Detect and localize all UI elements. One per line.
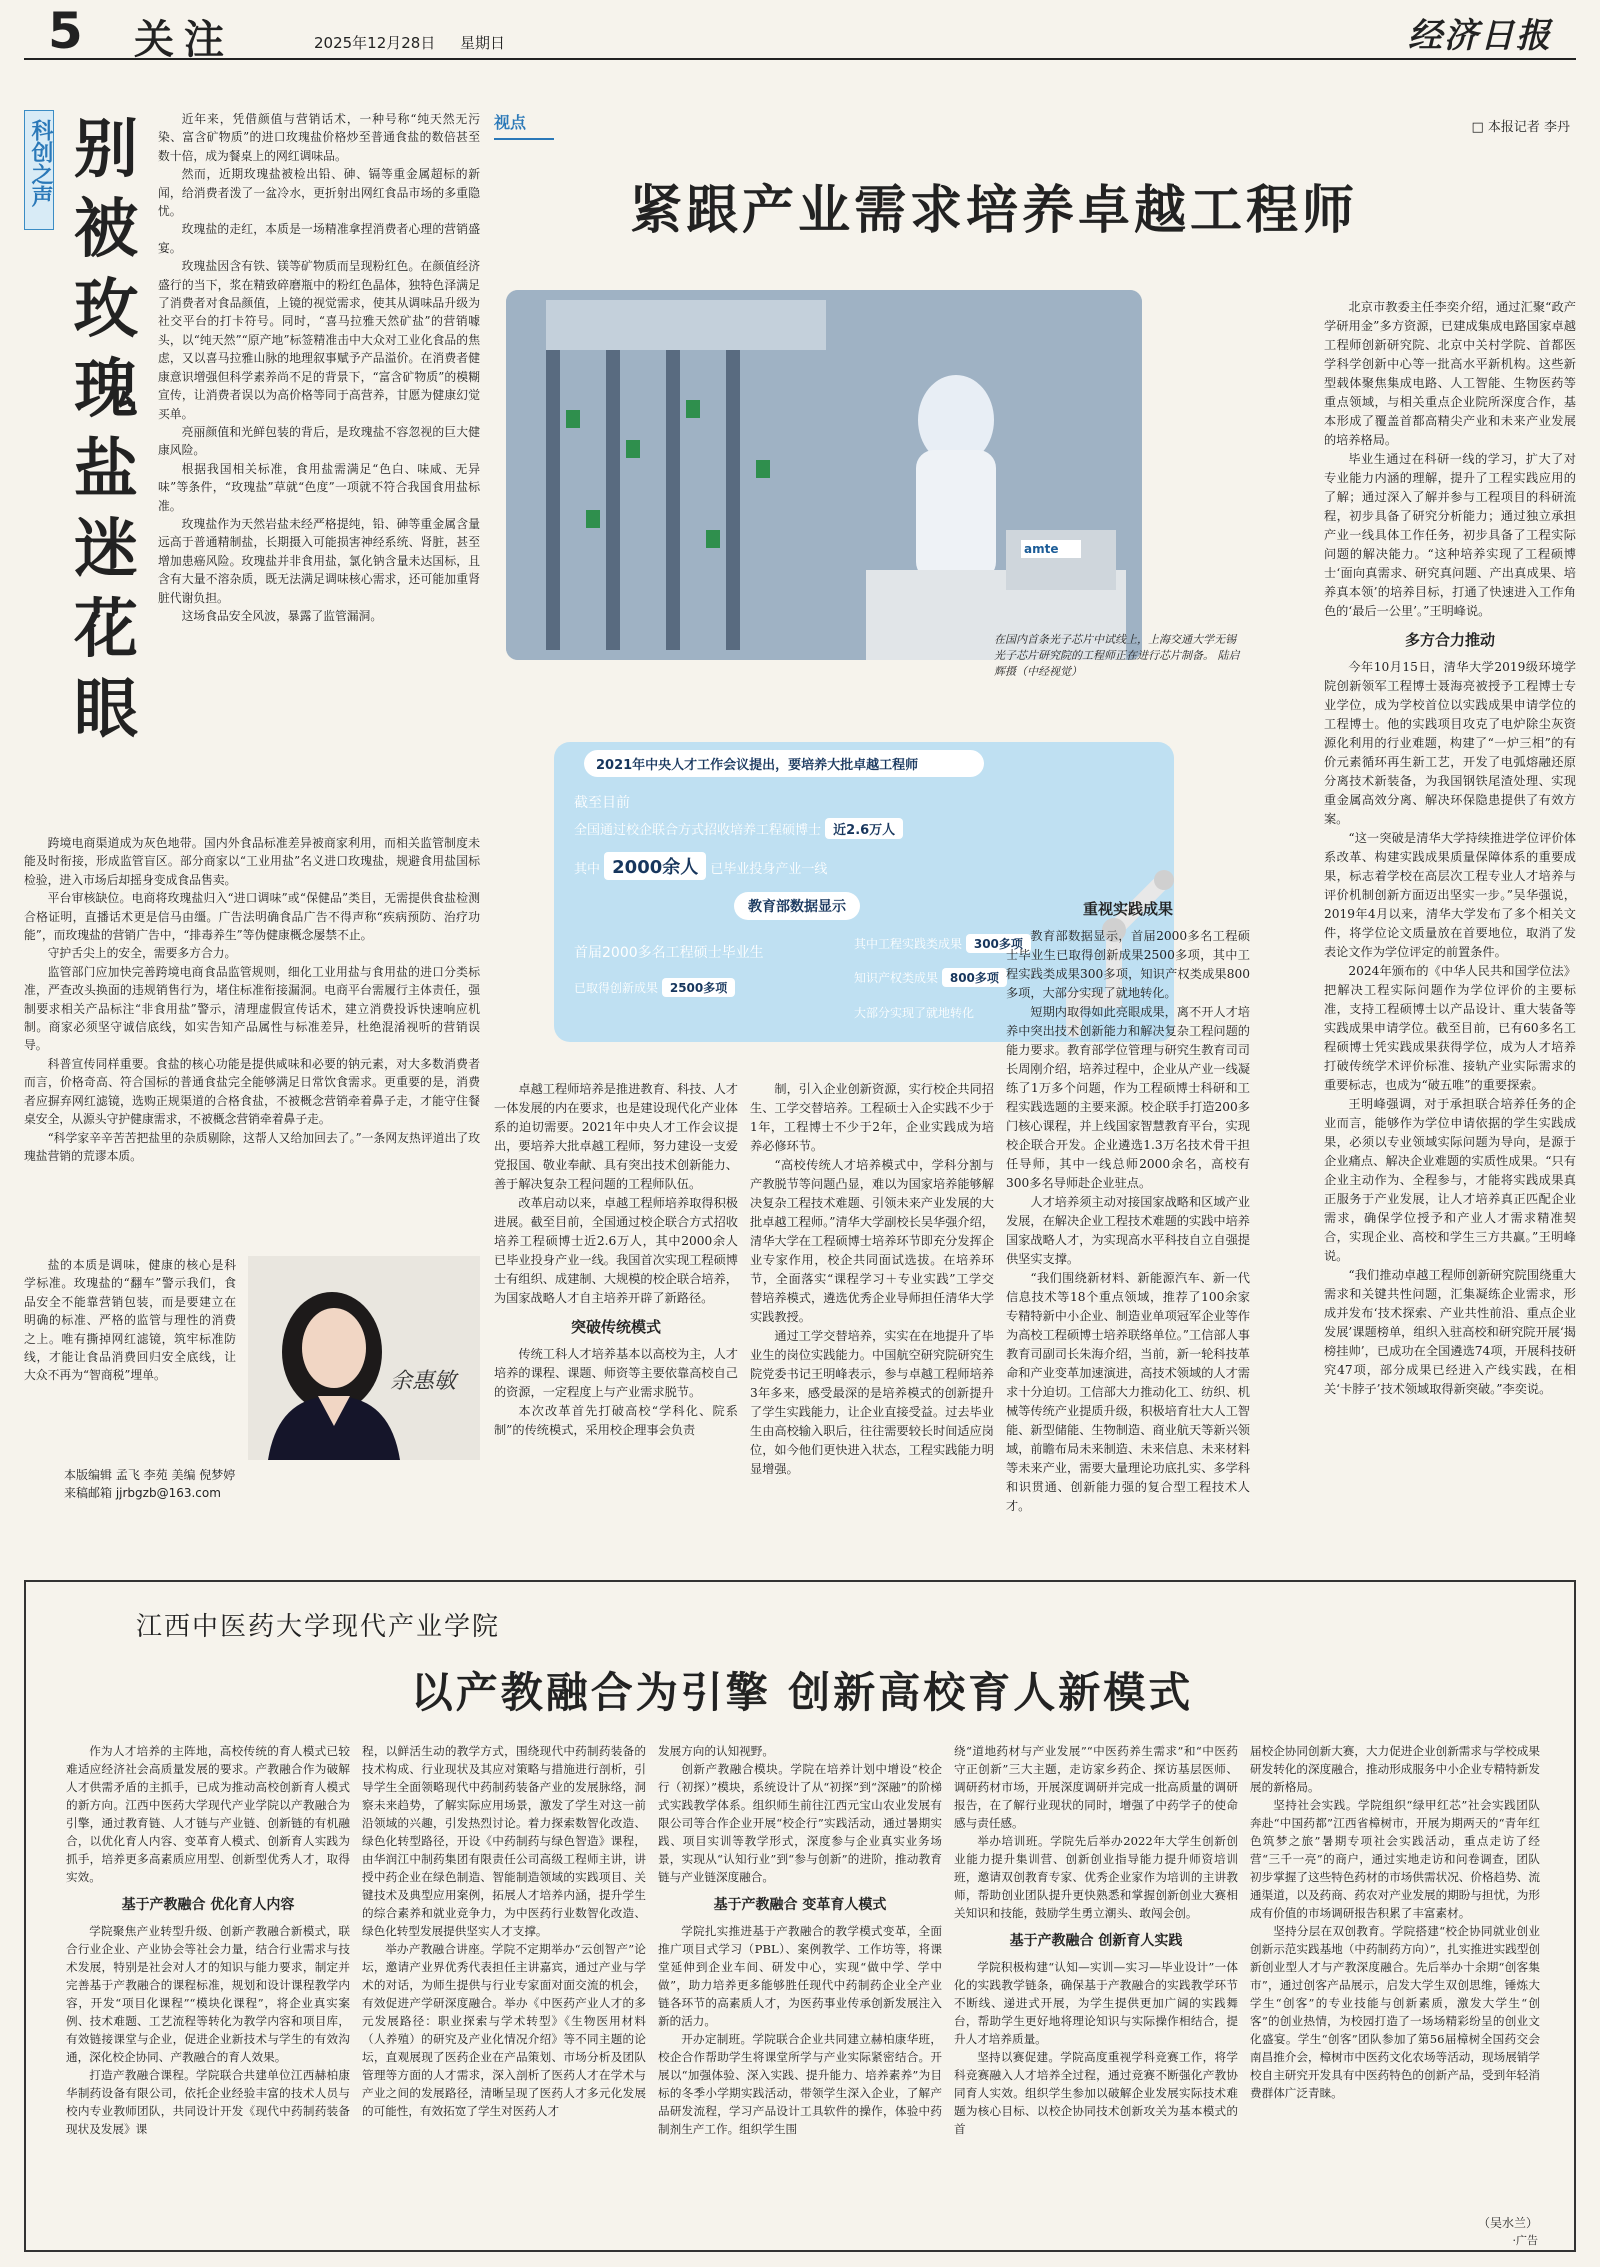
paragraph: 根据我国相关标准，食用盐需满足“色白、味咸、无异味”等条件，“玫瑰盐”草就“色度”一项就不符合我国食用盐标准。 <box>158 461 480 513</box>
paragraph: 卓越工程师培养是推进教育、科技、人才一体发展的内在要求，也是建设现代化产业体系的迫切需要。2021年中央人才工作会议提出，要培养大批卓越工程师，努力建设一支爱党报国、敬业奉献、具有突出技术创新能力、善于解决复杂工程问题的工程师队伍。 <box>494 1082 738 1191</box>
main-col-1 <box>494 1080 738 1570</box>
info-line2-value: 2000余人 <box>604 852 706 880</box>
headline-char: 玫 <box>74 272 138 347</box>
byline: □ 本报记者 李丹 <box>1471 120 1570 135</box>
subhead-joint-effort: 多方合力推动 <box>1404 631 1495 649</box>
paragraph: “这一突破是清华大学持续推进学位评价体系改革、构建实践成果质量保障体系的重要成果，标志着学校在高层次工程专业人才培养与评价机制创新方面迈出坚实一步。”吴华强说，2019年4月以来，清华大学发布了多个相关文件，将学位论文质量放在首要地位，取消了发表论文作为学位评定的前置条件。 <box>1324 831 1576 959</box>
info-s2-c <box>574 978 735 997</box>
infographic-title: 2021年中央人才工作会议提出，要培养大批卓越工程师 <box>584 750 984 777</box>
info-s2-b-label: 其中工程实践类成果 <box>854 937 963 951</box>
paragraph: 短期内取得如此亮眼成果，离不开人才培养中突出技术创新能力和解决复杂工程问题的能力要求。教育部学位管理与研究生教育司司长周刚介绍，培养过程中，企业从产业一线凝练了1万多个问题，作为工程硕博士科研和工程实践选题的主要来源。校企联手打造200多门核心课程，并上线国家智慧教育平台，实现校企联合开发。企业遴选1.3万名技术骨干担任导师，其中一线总师2000余名，高校有300多名导师赴企业驻点。 <box>1006 1005 1250 1190</box>
info-s2-a: 首届2000多名工程硕士毕业生 <box>574 945 764 961</box>
paragraph: 创新产教融合模块。学院在培养计划中增设“校企行（初探）”模块，系统设计了从“初探”到“深融”的阶梯式实践教学体系。组织师生前往江西元宝山农业发展有限公司等合作企业开展“校企行”实践活动，通过暑期实践、项目实训等教学形式，深度参与企业真实业务场景，实现从“认知行业”到“参与创新”的进阶，推动教育链与产业链深度融合。 <box>658 1762 942 1884</box>
paragraph: 打造产教融合课程。学院联合共建单位江西赫柏康华制药设备有限公司，依托企业经验丰富的技术人员与校内专业教师团队，共同设计开发《现代中药制药装备现状及发展》课 <box>66 2068 350 2136</box>
subhead-breakthrough: 突破传统模式 <box>570 1318 661 1336</box>
paragraph: 学院积极构建“认知—实训—实习—毕业设计”一体化的实践教学链条，确保基于产教融合的实践教学环节不断线、递进式开展，为学生提供更加广阔的实践舞台，帮助学生更好地将理论知识与实际操作相结合，提升人才培养质量。 <box>954 1960 1238 2046</box>
ad-mark: ·广告 <box>1512 2234 1538 2247</box>
section-name: 关注 <box>134 16 234 63</box>
ad-headline: 以产教融合为引擎 创新高校育人新模式 <box>410 1668 1194 1717</box>
column-tag-text: 科创之声 <box>28 119 54 207</box>
left-body-top <box>158 110 480 830</box>
paragraph: 守护舌尖上的安全，需要多方合力。 <box>47 946 237 961</box>
headline-char: 盐 <box>74 432 138 507</box>
left-article <box>24 110 480 1500</box>
paragraph: “高校传统人才培养模式中，学科分割与产教脱节等问题凸显，难以为国家培养能够解决复杂工程技术难题、引领未来产业发展的大批卓越工程师。”清华大学副校长吴华强介绍，清华大学在工程硕博士培养环节即充分发挥企业专家作用，校企共同面试选拔。在培养环节，全面落实“课程学习＋专业实践”工学交替培养模式，遴选优秀企业导师担任清华大学实践教授。 <box>750 1158 994 1324</box>
info-line2-prefix: 其中 <box>574 862 601 877</box>
info-line1-label: 全国通过校企联合方式招收培养工程硕博士 <box>574 823 822 838</box>
paragraph: 平台审核缺位。电商将玫瑰盐归入“进口调味”或“保健品”类目，无需提供食盐检测合格证明，直播话术更是信马由缰。广告法明确食品广告不得声称“疾病预防、治疗功能”，而玫瑰盐的营销广告中，“排毒养生”等伪健康概念屡禁不止。 <box>24 891 480 943</box>
left-body-closing <box>24 1256 236 1456</box>
main-col-2 <box>750 1080 994 1570</box>
paragraph: 监管部门应加快完善跨境电商食品监管规则，细化工业用盐与食用盐的进口分类标准，严查改头换面的违规销售行为，堵住标准衔接漏洞。电商平台需履行主体责任，强制要求相关产品标注“非食用盐”警示，清理虚假宣传话术，建立消费投诉快速响应机制。商家必须坚守诚信底线，如实告知产品属性与标准差异，杜绝混淆视听的营销误导。 <box>24 964 480 1053</box>
editors-credit: 本版编辑 孟飞 李苑 美编 倪梦婷 <box>64 1468 236 1482</box>
author-portrait-illustration <box>248 1256 480 1460</box>
author-photo <box>248 1256 480 1460</box>
paragraph: 坚持社会实践。学院组织“绿甲红芯”社会实践团队奔赴“中国药都”江西省樟树市，开展为期两天的“青年红色筑梦之旅”暑期专项社会实践活动，重点走访了经营“三千一亮”的商户，通过实地走访和问卷调查，团队初步掌握了这些特色药材的市场供需状况、价格趋势、流通渠道，以及药商、药农对产业发展的期盼与担忧，为形成有价值的市场调研报告积累了丰富素材。 <box>1250 1798 1540 1920</box>
paragraph: 学院聚焦产业转型升级、创新产教融合新模式，联合行业企业、产业协会等社会力量，结合行业需求与技术发展，特别是社会对人才的知识与能力要求，制定并完善基于产教融合的课程标准，规划和设计课程教学内容，开发“项目化课程”“模块化课程”，将企业真实案例、技术难题、工艺流程等转化为教学内容和项目库，有效链接课堂与企业，促进企业新技术与学生的有效沟通，深化校企协同、产教融合的育人效果。 <box>66 1924 350 2064</box>
paragraph: 玫瑰盐因含有铁、镁等矿物质而呈现粉红色。在颜值经济盛行的当下，浆在精致碎磨瓶中的粉红色晶体，独特色泽满足了消费者对食品颜值，上镜的视觉需求，使其从调味品升级为社交平台的打卡符号。同时，“喜马拉雅天然矿盐”的营销噱头，以“纯天然”“原产地”标签精准击中大众对工业化食品的焦虑，又以喜马拉雅山脉的地理叙事赋予产品溢价。在消费者健康意识增强但科学素养尚不足的背景下，“富含矿物质”的模糊宣传，让消费者误以为高价格等同于高营养，甘愿为健康幻觉买单。 <box>158 259 480 421</box>
paragraph: 坚持分层在双创教育。学院搭建“校企协同就业创业创新示范实践基地（中药制药方向）”，扎实推进实践型创新创业型人才与产教深度融合。先后举办十余期“创客集市”，通过创客产品展示，启发大学生双创思维，锤炼大学生“创客”的专业技能与创新素质，激发大学生“创客”的创业热情，为校园打造了一场场精彩纷呈的创业文化盛宴。学生“创客”团队参加了第56届樟树全国药交会南昌推介会，樟树市中医药文化农场等活动，现场展销学校自主研究开发具有中医药特色的创新产品，受到年轻消费群体广泛青睐。 <box>1250 1924 1540 2100</box>
paragraph: 届校企协同创新大赛，大力促进企业创新需求与学校成果研发转化的深度融合，推动形成服务中小企业专精特新发展的新格局。 <box>1250 1744 1540 1794</box>
paragraph: 玫瑰盐作为天然岩盐未经严格提纯，铅、砷等重金属含量远高于普通精制盐，长期摄入可能损害神经系统、肾脏，甚至增加患癌风险。玫瑰盐并非食用盐，氯化钠含量未达国标，且含有大量不溶杂质，既无法满足调味核心需求，还可能加重肾脏代谢负担。 <box>158 516 480 605</box>
main-article <box>494 110 1576 1570</box>
paragraph: “我们推动卓越工程师创新研究院围绕重大需求和关键共性问题，汇集凝练企业需求，形成并发布‘技术探索、产业共性前沿、重点企业发展’课题榜单，组织入驻高校和研究院开展‘揭榜挂帅’，已成功在全国遴选74项，开展科技研究47项，部分成果已经进入产线实践，在相关‘卡脖子’技术领域取得新突破。”李奕说。 <box>1324 1268 1576 1396</box>
page-number: 5 <box>48 2 83 60</box>
lab-photo <box>506 290 1142 660</box>
paragraph: 北京市教委主任李奕介绍，通过汇聚“政产学研用金”多方资源，已建成集成电路国家卓越工程师创新研究院、北京中关村学院、首都医学科学创新中心等一批高水平新机构。这些新型载体聚焦集成电路、人工智能、生物医药等重点领域，与相关重点企业院所深度合作，基本形成了覆盖首都高精尖产业和未来产业发展的培养格局。 <box>1324 300 1576 447</box>
issue-date: 2025年12月28日 <box>314 34 436 52</box>
paragraph: 作为人才培养的主阵地，高校传统的育人模式已较难适应经济社会高质量发展的要求。产教融合作为破解人才供需矛盾的主抓手，已成为推动高校创新育人模式的新方向。江西中医药大学现代产业学院以产教融合为引擎，通过教育链、人才链与产业链、创新链的有机融合，以优化育人内容、变革育人模式、创新育人实践为抓手，培养更多高素质应用型、创新型优秀人才，取得实效。 <box>66 1744 350 1884</box>
paragraph: 人才培养须主动对接国家战略和区域产业发展，在解决企业工程技术难题的实践中培养国家战略人才，为实现高水平科技自立自强提供坚实支撑。 <box>1006 1195 1250 1266</box>
paragraph: 今年10月15日，清华大学2019级环境学院创新领军工程博士聂海亮被授予工程博士专业学位，成为学校首位以实践成果申请学位的工程博士。他的实践项目攻克了电炉除尘灰资源化利用的行业难题，构建了“一炉三相”的有价元素循环再生新工艺，开发了电弧熔融还原分离技术新装备，为我国钢铁尾渣处理、实现重金属高效分离、解决环保隐患提供了有效方案。 <box>1324 660 1576 826</box>
paragraph: 绕“道地药材与产业发展”“中医药养生需求”和“中医药守正创新”三大主题，走访家乡药企、探访基层医师、调研药材市场，开展深度调研并完成一批高质量的调研报告，在了解行业现状的同时，增强了中药学子的使命感与责任感。 <box>954 1744 1238 1830</box>
ad-col-4 <box>954 1742 1238 2242</box>
headline-char: 别 <box>74 112 138 187</box>
paragraph: 发展方向的认知视野。 <box>658 1744 774 1758</box>
paragraph: 毕业生通过在科研一线的学习，扩大了对专业能力内涵的理解，提升了工程实践应用的了解；通过深入了解并参与工程项目的科研流程，初步具备了研究分析能力；通过独立承担产业一线具体工作任务，初步具备了工程实际问题的解决能力。“这种培养实现了工程硕博士‘面向真需求、研究真问题、产出真成果、培养真本领’的培养目标，打通了快速进入工作角色的‘最后一公里’。”王明峰说。 <box>1324 452 1576 618</box>
page-header <box>24 2 1576 63</box>
submission-email: 来稿邮箱 jjrbgzb@163.com <box>64 1486 221 1500</box>
info-line2 <box>574 852 827 880</box>
paragraph: 学院扎实推进基于产教融合的教学模式变革，全面推广项目式学习（PBL）、案例教学、工作坊等，将课堂延伸到企业车间、研发中心，实现“做中学、学中做”，助力培养更多能够胜任现代中药制药企业全产业链各环节的高素质人才，为医药事业传承创新发展注入新的活力。 <box>658 1924 942 2028</box>
cleanroom-illustration <box>506 290 1142 660</box>
info-s2-d-value: 800多项 <box>942 968 1007 987</box>
paragraph: 制，引入企业创新资源，实行校企共同招生、工学交替培养。工程硕士入企实践不少于1年，工程博士不少于2年，企业实践成为培养必修环节。 <box>750 1082 994 1153</box>
ad-col-1 <box>66 1742 350 2242</box>
paragraph: 这场食品安全风波，暴露了监管漏洞。 <box>181 608 383 623</box>
paragraph: 2024年颁布的《中华人民共和国学位法》把解决工程实际问题作为学位评价的主要标准，支持工程硕博士以产品设计、重大装备等实践成果申请学位。截至目前，已有60多名工程硕博士凭实践成果获得学位，成为人才培养打破传统学术评价标准、接轨产业实际需求的重要标志，也成为“破五唯”的重要探索。 <box>1324 964 1576 1092</box>
paragraph: 举办培训班。学院先后举办2022年大学生创新创业能力提升集训营、创新创业指导能力提升师资培训班，邀请双创教育专家、优秀企业家作为培训的主讲教师，帮助创业团队提升更快熟悉和掌握创新创业大赛相关知识和技能，鼓励学生勇立潮头、敢闯会创。 <box>954 1834 1238 1920</box>
masthead-logo: 经济日报 <box>1408 16 1552 56</box>
ad-subhead-practice: 基于产教融合 创新育人实践 <box>1009 1933 1183 1949</box>
info-line1-value: 近2.6万人 <box>825 818 903 839</box>
issue-weekday: 星期日 <box>460 34 506 52</box>
ad-col-3 <box>658 1742 942 2242</box>
ad-organization: 江西中医药大学现代产业学院 <box>136 1612 501 1642</box>
paragraph: 亮丽颜值和光鲜包装的背后，是玫瑰盐不容忽视的巨大健康风险。 <box>158 424 480 458</box>
kicker: 视点 <box>494 110 554 140</box>
main-col-4 <box>1324 298 1576 1570</box>
info-s2-b <box>854 934 1031 953</box>
paragraph: 坚持以赛促建。学院高度重视学科竞赛工作，将学科竞赛融入人才培养全过程，通过竞赛不断强化产教协同育人实效。组织学生参加以破解企业发展实际技术难题为核心目标、以校企协同技术创新攻关为基本模式的首 <box>954 2050 1238 2136</box>
paragraph: 近年来，凭借颜值与营销话术，一种号称“纯天然无污染、富含矿物质”的进口玫瑰盐价格炒至普通食盐的数倍甚至数十倍，成为餐桌上的网红调味品。 <box>158 112 480 163</box>
paragraph: 跨境电商渠道成为灰色地带。国内外食品标准差异被商家利用，而相关监管制度未能及时衔接，形成监管盲区。部分商家以“工业用盐”名义进口玫瑰盐，规避食用盐国标检验，进入市场后却摇身变成食品售卖。 <box>24 836 480 887</box>
info-s2-e: 大部分实现了就地转化 <box>854 1006 975 1020</box>
paragraph: 盐的本质是调味，健康的核心是科学标准。玫瑰盐的“翻车”警示我们，食品安全不能靠营销包装，而是要建立在明确的标准、严格的监管与理性的消费之上。唯有撕掉网红滤镜，筑牢标准防线，才能让食品消费回归安全底线，让大众不再为“智商税”埋单。 <box>24 1258 236 1383</box>
main-headline: 紧跟产业需求培养卓越工程师 <box>629 180 1358 241</box>
info-line1 <box>574 818 903 839</box>
paragraph: 开办定制班。学院联合企业共同建立赫柏康华班，校企合作帮助学生将课堂所学与产业实际紧密结合。开展以“加强体验、深入实践、提升能力、培养素养”为目标的冬季小学期实践活动，带领学生深入企业，了解产品研发流程，学习产品设计工具软件的操作，体验中药制剂生产工作。组织学生围 <box>658 2032 942 2136</box>
headline-char: 瑰 <box>74 352 138 427</box>
info-lead: 截至目前 <box>574 795 630 811</box>
left-headline <box>60 110 152 750</box>
info-s2-d <box>854 968 1007 987</box>
info-s2-c-label: 已取得创新成果 <box>574 981 659 995</box>
paragraph: “我们围绕新材料、新能源汽车、新一代信息技术等18个重点领域，推荐了100余家专精特新中小企业、制造业单项冠军企业等作为高校工程硕博士培养联络单位。”工信部人事教育司副司长朱海介绍，当前，新一轮科技革命和产业变革加速演进，高技术领域的人才需求十分迫切。工信部大力推动化工、纺织、机械等传统产业提质升级，积极培育壮大人工智能、新型储能、生物制造、商业航天等新兴领域，前瞻布局未来制造、未来信息、未来材料等未来产业，需要大量理论功底扎实、多学科和识贯通、创新能力强的复合型工程技术人才。 <box>1006 1271 1250 1513</box>
info-section2-title: 教育部数据显示 <box>734 892 860 920</box>
paragraph: 程，以鲜活生动的教学方式，围绕现代中药制药装备的技术构成、行业现状及其应对策略与措施进行剖析，引导学生全面领略现代中药制药装备产业的发展脉络，洞察未来趋势，了解实际应用场景，激发了学生对这一前沿领域的兴趣，引发热烈讨论。着力探索数智化改造、绿色化转型路径，开设《中药制药与绿色智造》课程，由华润江中制药集团有限责任公司高级工程师主讲，讲授中药企业在绿色制造、智能制造领域的实践项目、关键技术及典型应用案例，拓展人才培养内涵，提升学生的综合素养和就业竞争力，为中医药行业数智化改造、绿色化转型发展提供坚实人才支撑。 <box>362 1744 646 1938</box>
ad-col-5 <box>1250 1742 1540 2212</box>
machine-logo: amte <box>1024 542 1059 556</box>
paragraph: 改革启动以来，卓越工程师培养取得积极进展。截至目前，全国通过校企联合方式招收培养工程硕博士近2.6万人，其中2000余人已毕业投身产业一线。我国首次实现工程硕博士有组织、成建制、大规模的校企联合培养，为国家战略人才自主培养开辟了新路径。 <box>494 1196 738 1305</box>
headline-char: 被 <box>74 192 138 267</box>
headline-char: 花 <box>74 592 138 667</box>
info-s2-b-value: 300多项 <box>966 934 1031 953</box>
info-s2-d-label: 知识产权类成果 <box>854 971 939 985</box>
paragraph: “科学家辛辛苦苦把盐里的杂质剔除，这帮人又给加回去了。”一条网友热评道出了玫瑰盐营销的荒谬本质。 <box>24 1130 480 1163</box>
author-signature: 余惠敏 <box>390 1369 457 1394</box>
subhead-practice: 重视实践成果 <box>1082 900 1173 918</box>
paragraph: 玫瑰盐的走红，本质是一场精准拿捏消费者心理的营销盛宴。 <box>158 222 480 255</box>
ad-col-2 <box>362 1742 646 2242</box>
paragraph: 教育部数据显示，首届2000多名工程硕士毕业生已取得创新成果2500多项，其中工程实践类成果300多项，知识产权类成果800多项，大部分实现了就地转化。 <box>1006 929 1250 1000</box>
info-s2-c-value: 2500多项 <box>662 978 735 997</box>
paragraph: 举办产教融合讲座。学院不定期举办“云创智产”论坛，邀请产业界优秀代表担任主讲嘉宾，通过产业与学术的对话，为师生提供与行业专家面对面交流的机会，有效促进产学研深度融合。举办《中医药产业人才的多元发展路径：职业探索与学术转型》《生物医用材料（人养殖）的研究及产业化情况介绍》等不同主题的论坛，直观展现了医药企业在产品策划、市场分析及团队管理等方面的人才需求，深入剖析了医药人才在学术与产业之间的发展路径，清晰呈现了医药人才多元化发展的可能性，有效拓宽了学生对医药人才 <box>362 1942 646 2118</box>
paragraph: 王明峰强调，对于承担联合培养任务的企业而言，能够作为学位申请依据的学生实践成果，必须以专业领域实际问题为导向，是源于企业痛点、解决企业难题的实质性成果。“只有企业主动作为、全程参与，才能将实践成果真正服务于产业发展，让人才培养真正匹配企业需求，确保学位授予和产业人才需求精准契合，实现企业、高校和学生三方共赢。”王明峰说。 <box>1324 1097 1576 1263</box>
headline-char: 迷 <box>74 512 138 587</box>
paragraph: 通过工学交替培养，实实在在地提升了毕业生的岗位实践能力。中国航空研究院研究生院党委书记王明峰表示，参与卓越工程师培养3年多来，感受最深的是培养模式的创新提升了学生实践能力，让企业直接受益。过去毕业生由高校输入职后，往往需要较长时间适应岗位，如今他们更快进入状态，工程实践能力明显增强。 <box>750 1329 994 1476</box>
info-line2-suffix: 已毕业投身产业一线 <box>710 862 828 877</box>
main-col-3 <box>1006 890 1250 1570</box>
ad-subhead-model: 基于产教融合 变革育人模式 <box>713 1897 887 1913</box>
bottom-advertorial <box>24 1580 1576 2252</box>
paragraph: 传统工科人才培养基本以高校为主，人才培养的课程、课题、师资等主要依靠高校自己的资源，一定程度上与产业需求脱节。 <box>494 1347 738 1399</box>
left-body-full <box>24 834 480 1250</box>
photo-caption: 在国内首条光子芯片中试线上，上海交通大学无锡光子芯片研究院的工程师正在进行芯片制备。 陆启辉摄（中经视觉） <box>994 633 1240 678</box>
ad-signature: （吴水兰） <box>1477 2216 1538 2230</box>
paragraph: 然而，近期玫瑰盐被检出铅、砷、镉等重金属超标的新闻，给消费者泼了一盆冷水，更折射出网红食品市场的多重隐忧。 <box>158 167 480 219</box>
headline-char: 眼 <box>74 672 138 747</box>
paragraph: 科普宣传同样重要。食盐的核心功能是提供咸味和必要的钠元素，对大多数消费者而言，价格奇高、符合国标的普通食盐完全能够满足日常饮食需求。更重要的是，消费者应摒弃网红滤镜，选购正规渠道的合格食盐，不被概念营销牵着鼻子走，才能守住餐桌安全，从源头守护健康需求，不被概念营销牵着鼻子走。 <box>24 1056 480 1127</box>
column-tag <box>24 110 54 230</box>
paragraph: 本次改革首先打破高校“学科化、院系制”的传统模式，采用校企理事会负责 <box>494 1404 738 1437</box>
ad-subhead-content: 基于产教融合 优化育人内容 <box>121 1897 295 1913</box>
